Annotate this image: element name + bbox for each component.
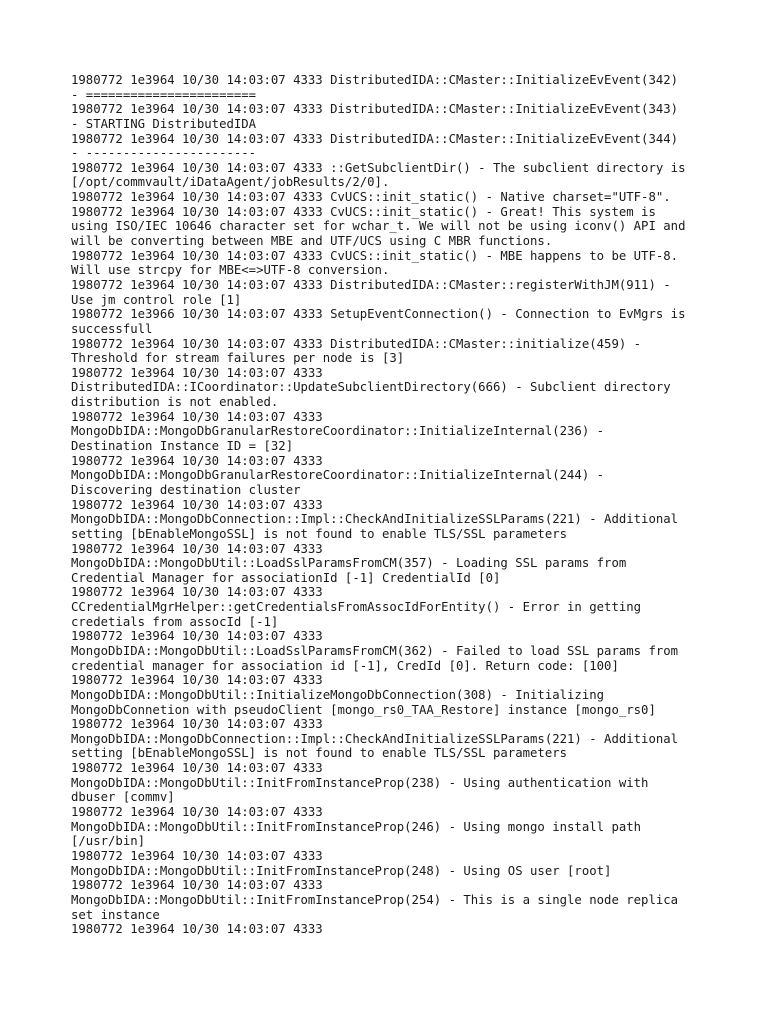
log-line: DistributedIDA::ICoordinator::UpdateSubclientDirectory(666) - Subclient directory (71, 380, 671, 395)
log-line: MongoDbIDA::MongoDbUtil::LoadSslParamsFromCM(362) - Failed to load SSL params from (71, 643, 679, 658)
log-line: MongoDbIDA::MongoDbUtil::InitFromInstanceProp(238) - Using authentication with (71, 775, 649, 790)
log-line: setting [bEnableMongoSSL] is not found to enable TLS/SSL parameters (71, 526, 568, 541)
log-line: 1980772 1e3964 10/30 14:03:07 4333 (71, 848, 323, 863)
log-line: 1980772 1e3964 10/30 14:03:07 4333 ::GetSubclientDir() - The subclient directory is (71, 160, 686, 175)
log-line: successfull (71, 321, 153, 336)
log-line: 1980772 1e3964 10/30 14:03:07 4333 (71, 453, 323, 468)
log-line: MongoDbIDA::MongoDbUtil::InitializeMongoDbConnection(308) - Initializing (71, 687, 605, 702)
log-line: MongoDbConnetion with pseudoClient [mongo_rs0_TAA_Restore] instance [mongo_rs0] (71, 702, 656, 717)
log-line: MongoDbIDA::MongoDbUtil::InitFromInstanceProp(248) - Using OS user [root] (71, 863, 612, 878)
log-line: [/usr/bin] (71, 834, 146, 849)
log-line: 1980772 1e3964 10/30 14:03:07 4333 CvUCS::init_static() - Great! This system is (71, 204, 656, 219)
log-line: 1980772 1e3964 10/30 14:03:07 4333 (71, 761, 323, 776)
log-line: 1980772 1e3964 10/30 14:03:07 4333 (71, 629, 323, 644)
log-line: 1980772 1e3964 10/30 14:03:07 4333 (71, 878, 323, 893)
log-line: CCredentialMgrHelper::getCredentialsFromAssocIdForEntity() - Error in getting (71, 600, 642, 615)
log-line: credential manager for association id [-1], CredId [0]. Return code: [100] (71, 658, 619, 673)
log-line: MongoDbIDA::MongoDbConnection::Impl::CheckAndInitializeSSLParams(221) - Additional (71, 512, 679, 527)
log-line: MongoDbIDA::MongoDbUtil::InitFromInstanceProp(254) - This is a single node replica (71, 892, 679, 907)
log-line: Use jm control role [1] (71, 292, 242, 307)
log-line: 1980772 1e3964 10/30 14:03:07 4333 DistributedIDA::CMaster::InitializeEvEvent(342) (71, 73, 679, 87)
log-line: Will use strcpy for MBE<=>UTF-8 conversion. (71, 263, 390, 278)
log-line: 1980772 1e3964 10/30 14:03:07 4333 (71, 717, 323, 732)
log-line: will be converting between MBE and UTF/UCS using C MBR functions. (71, 234, 553, 249)
log-line: set instance (71, 907, 160, 922)
log-line: 1980772 1e3964 10/30 14:03:07 4333 DistributedIDA::CMaster::InitializeEvEvent(344) (71, 131, 679, 146)
log-line: MongoDbIDA::MongoDbUtil::LoadSslParamsFromCM(357) - Loading SSL params from (71, 556, 627, 571)
log-line: Credential Manager for associationId [-1] CredentialId [0] (71, 570, 501, 585)
log-line: 1980772 1e3964 10/30 14:03:07 4333 CvUCS::init_static() - MBE happens to be UTF-8. (71, 248, 679, 263)
log-line: 1980772 1e3964 10/30 14:03:07 4333 (71, 922, 323, 937)
log-line: 1980772 1e3964 10/30 14:03:07 4333 DistributedIDA::CMaster::InitializeEvEvent(343) (71, 102, 679, 117)
log-line: 1980772 1e3964 10/30 14:03:07 4333 DistributedIDA::CMaster::initialize(459) - (71, 336, 642, 351)
log-line: Destination Instance ID = [32] (71, 439, 294, 454)
log-line: - ----------------------- (71, 146, 257, 161)
log-line: 1980772 1e3964 10/30 14:03:07 4333 (71, 365, 323, 380)
log-line: dbuser [commv] (71, 790, 175, 805)
log-line: MongoDbIDA::MongoDbGranularRestoreCoordinator::InitializeInternal(236) - (71, 424, 605, 439)
log-line: 1980772 1e3964 10/30 14:03:07 4333 (71, 497, 323, 512)
log-line: 1980772 1e3964 10/30 14:03:07 4333 (71, 673, 323, 688)
log-line: - STARTING DistributedIDA (71, 116, 257, 131)
log-line: - ======================= (71, 87, 257, 102)
log-line: 1980772 1e3966 10/30 14:03:07 4333 SetupEventConnection() - Connection to EvMgrs is (71, 307, 686, 322)
log-line: MongoDbIDA::MongoDbUtil::InitFromInstanceProp(246) - Using mongo install path (71, 819, 642, 834)
log-line: [/opt/commvault/iDataAgent/jobResults/2/0]. (71, 175, 390, 190)
log-line: Discovering destination cluster (71, 482, 301, 497)
log-line: 1980772 1e3964 10/30 14:03:07 4333 (71, 409, 323, 424)
log-line: 1980772 1e3964 10/30 14:03:07 4333 (71, 805, 323, 820)
log-line: setting [bEnableMongoSSL] is not found to enable TLS/SSL parameters (71, 746, 568, 761)
log-line: 1980772 1e3964 10/30 14:03:07 4333 (71, 585, 323, 600)
log-line: 1980772 1e3964 10/30 14:03:07 4333 CvUCS::init_static() - Native charset="UTF-8". (71, 190, 671, 205)
log-text (71, 73, 711, 937)
log-line: 1980772 1e3964 10/30 14:03:07 4333 (71, 541, 323, 556)
log-line: using ISO/IEC 10646 character set for wchar_t. We will not be using iconv() API and (71, 219, 686, 234)
log-line: MongoDbIDA::MongoDbConnection::Impl::CheckAndInitializeSSLParams(221) - Additional (71, 731, 679, 746)
log-line: credetials from assocId [-1] (71, 614, 279, 629)
log-line: distribution is not enabled. (71, 395, 279, 410)
log-line: MongoDbIDA::MongoDbGranularRestoreCoordinator::InitializeInternal(244) - (71, 468, 605, 483)
log-line: 1980772 1e3964 10/30 14:03:07 4333 DistributedIDA::CMaster::registerWithJM(911) - (71, 277, 671, 292)
log-line: Threshold for stream failures per node is [3] (71, 351, 405, 366)
